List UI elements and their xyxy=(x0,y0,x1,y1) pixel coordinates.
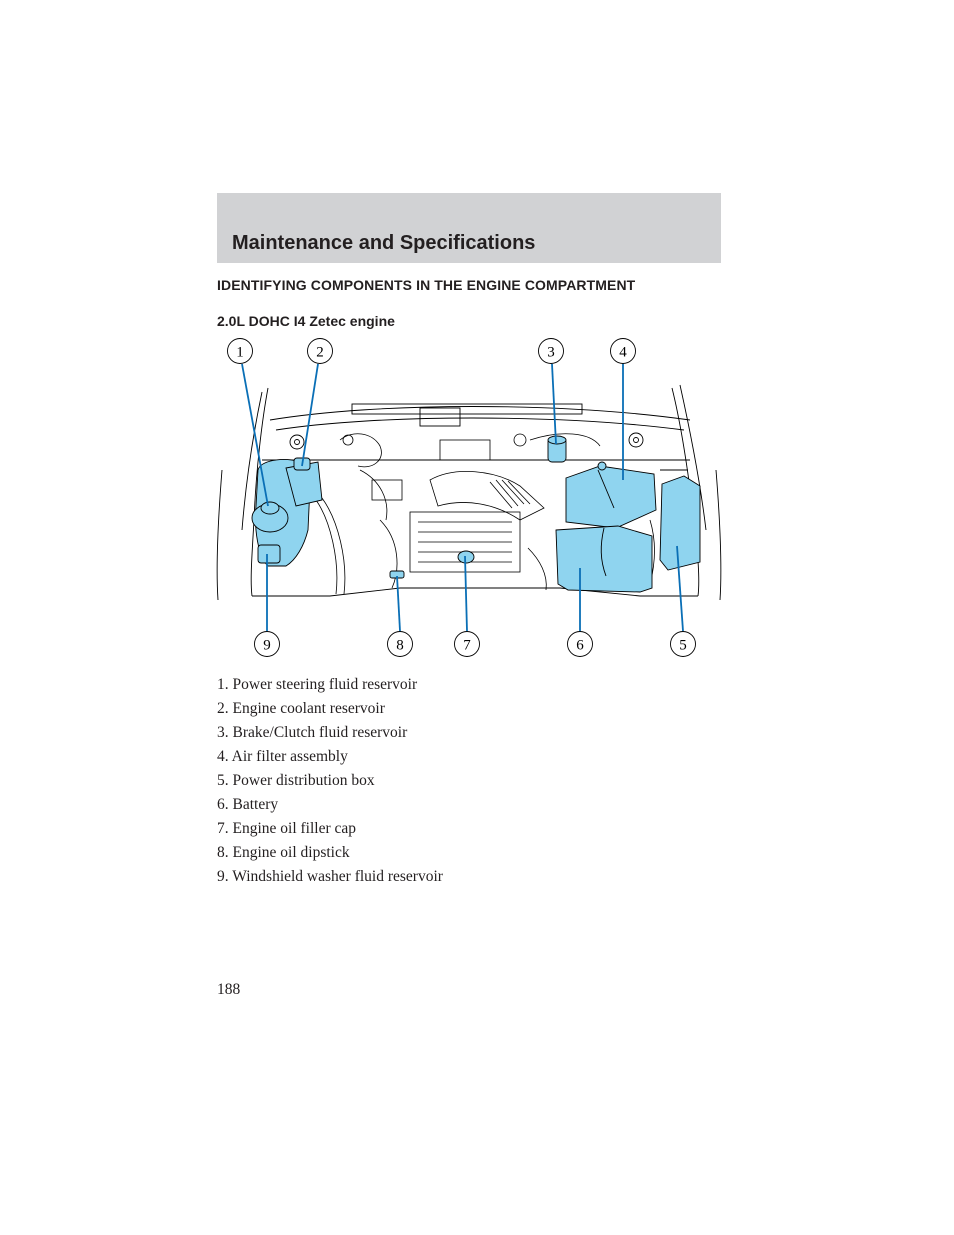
page-number: 188 xyxy=(217,981,241,998)
section-title: Maintenance and Specifications xyxy=(232,232,536,254)
callout-4-label: 4 xyxy=(619,344,627,361)
callout-5 xyxy=(671,632,696,657)
washer-pump-shape xyxy=(258,545,280,563)
legend-item: 5. Power distribution box xyxy=(217,772,375,789)
callout-5-label: 5 xyxy=(679,637,687,654)
power-distribution-box-shape xyxy=(660,476,700,570)
callout-8 xyxy=(388,632,413,657)
callout-7 xyxy=(455,632,480,657)
battery-shape xyxy=(556,526,652,592)
engine-title: 2.0L DOHC I4 Zetec engine xyxy=(217,313,395,329)
callout-9-label: 9 xyxy=(263,637,271,654)
callout-3 xyxy=(539,339,564,364)
callout-4 xyxy=(611,339,636,364)
legend-item: 8. Engine oil dipstick xyxy=(217,844,350,861)
air-filter-shape xyxy=(566,466,656,528)
callout-1 xyxy=(228,339,253,364)
callout-6-label: 6 xyxy=(576,637,584,654)
legend-item: 1. Power steering fluid reservoir xyxy=(217,676,418,693)
callout-2 xyxy=(308,339,333,364)
callout-8-label: 8 xyxy=(396,637,404,654)
callout-3-label: 3 xyxy=(547,344,555,361)
legend-item: 4. Air filter assembly xyxy=(217,748,348,765)
legend-item: 6. Battery xyxy=(217,796,279,813)
component-legend xyxy=(217,674,443,890)
legend-item: 3. Brake/Clutch fluid reservoir xyxy=(217,724,408,741)
highlighted-components xyxy=(252,436,700,592)
legend-item: 7. Engine oil filler cap xyxy=(217,820,357,837)
legend-item: 2. Engine coolant reservoir xyxy=(217,700,385,717)
section-heading: IDENTIFYING COMPONENTS IN THE ENGINE COMPARTMENT xyxy=(217,277,636,293)
callout-9 xyxy=(255,632,280,657)
callout-2-label: 2 xyxy=(316,344,324,361)
legend-item: 9. Windshield washer fluid reservoir xyxy=(217,868,443,885)
callout-7-label: 7 xyxy=(463,637,471,654)
callout-6 xyxy=(568,632,593,657)
callout-1-label: 1 xyxy=(236,344,244,361)
engine-compartment-diagram xyxy=(210,335,730,665)
